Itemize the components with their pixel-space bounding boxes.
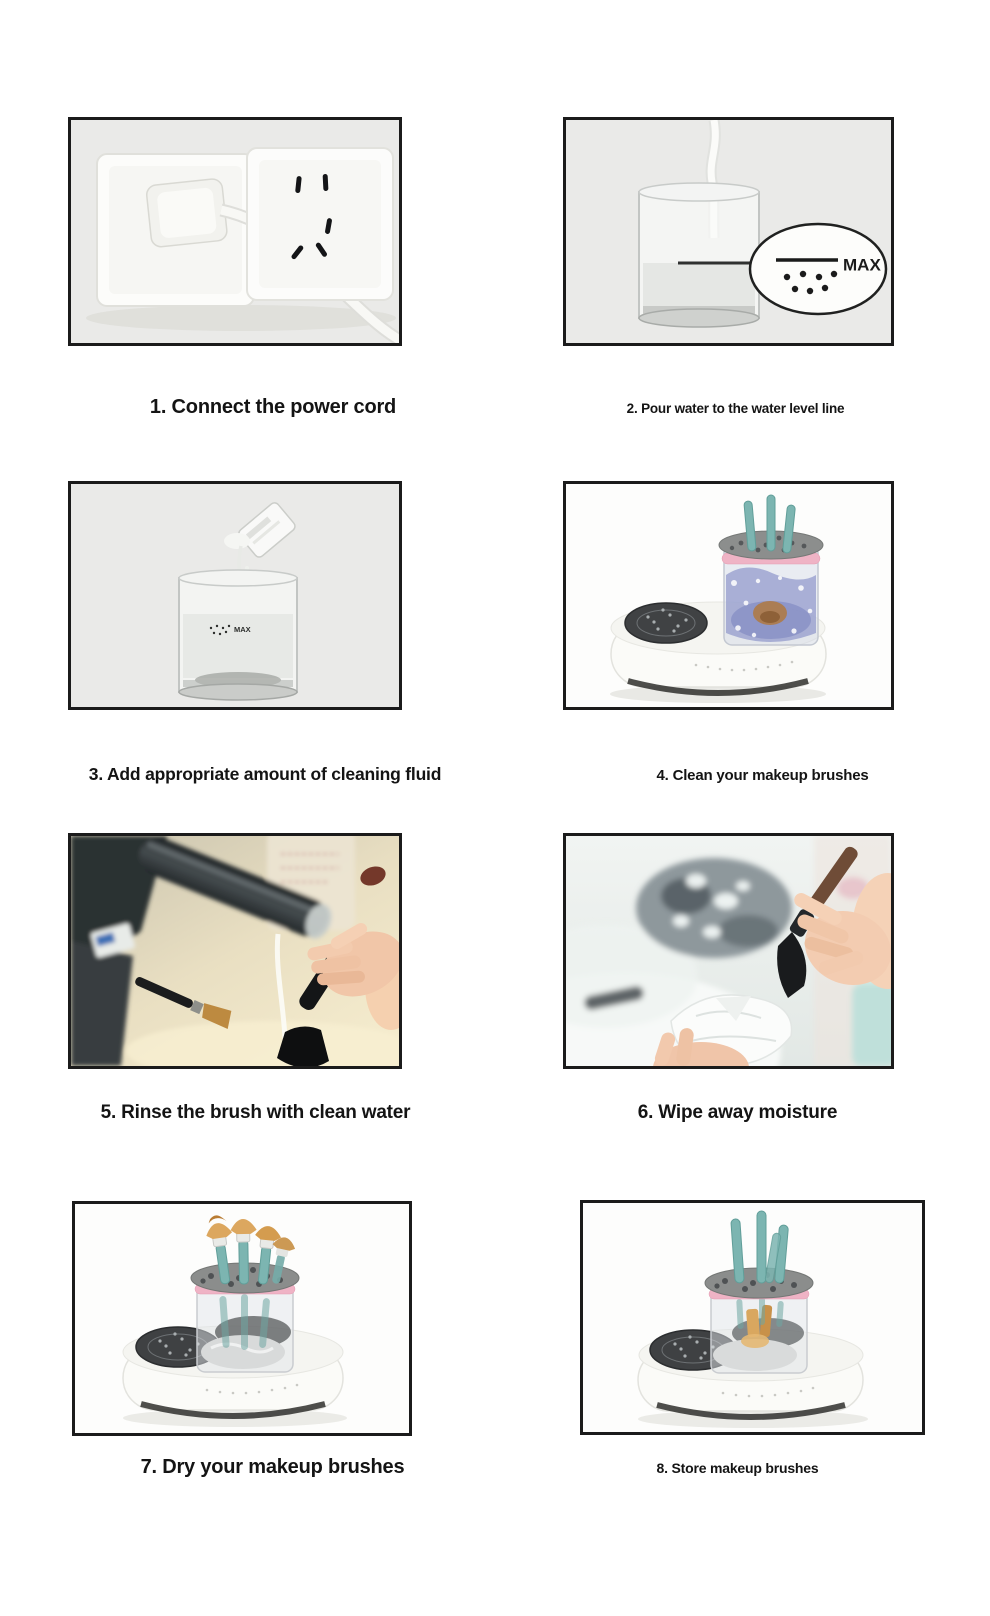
right-outlet-plate bbox=[247, 148, 393, 300]
power-adapter-plug bbox=[146, 178, 228, 248]
step-caption-7: 7. Dry your makeup brushes bbox=[140, 1456, 405, 1478]
step-panel-2 bbox=[563, 117, 894, 346]
step-panel-5 bbox=[68, 833, 402, 1069]
step-panel-6 bbox=[563, 833, 894, 1069]
power-outlet-illustration bbox=[71, 120, 399, 343]
glass-cup bbox=[179, 570, 297, 700]
glass-max-label: MAX bbox=[234, 625, 251, 634]
pour-water-illustration bbox=[566, 120, 891, 343]
fluid-bottle bbox=[237, 501, 297, 559]
step-caption-6: 6. Wipe away moisture bbox=[637, 1102, 838, 1123]
device-drying-illustration bbox=[75, 1204, 409, 1433]
step-panel-1 bbox=[68, 117, 402, 346]
step-caption-3: 3. Add appropriate amount of cleaning fluid bbox=[88, 764, 442, 784]
step-caption-1: 1. Connect the power cord bbox=[149, 396, 397, 418]
step-panel-3 bbox=[68, 481, 402, 710]
control-dial bbox=[625, 603, 707, 643]
brush-handles bbox=[744, 495, 796, 553]
wipe-brush-photo bbox=[566, 836, 891, 1066]
step-panel-8 bbox=[580, 1200, 925, 1435]
step-caption-8: 8. Store makeup brushes bbox=[656, 1460, 819, 1476]
brush-cleaner-device-illustration bbox=[566, 484, 891, 707]
step-caption-4: 4. Clean your makeup brushes bbox=[656, 767, 869, 784]
add-cleaning-fluid-illustration bbox=[71, 484, 399, 707]
glass-cup bbox=[639, 183, 762, 327]
device-storing-illustration bbox=[583, 1203, 922, 1432]
step-caption-5: 5. Rinse the brush with clean water bbox=[100, 1102, 411, 1123]
max-level-callout bbox=[750, 224, 886, 314]
storage-cup bbox=[705, 1268, 813, 1373]
blurred-chrome-faucet bbox=[636, 858, 792, 958]
rinse-brush-photo bbox=[71, 836, 399, 1066]
step-caption-2: 2. Pour water to the water level line bbox=[626, 401, 845, 416]
step-panel-4 bbox=[563, 481, 894, 710]
max-label: MAX bbox=[843, 255, 881, 275]
brush-handles-up bbox=[731, 1211, 789, 1283]
step-panel-7 bbox=[72, 1201, 412, 1436]
